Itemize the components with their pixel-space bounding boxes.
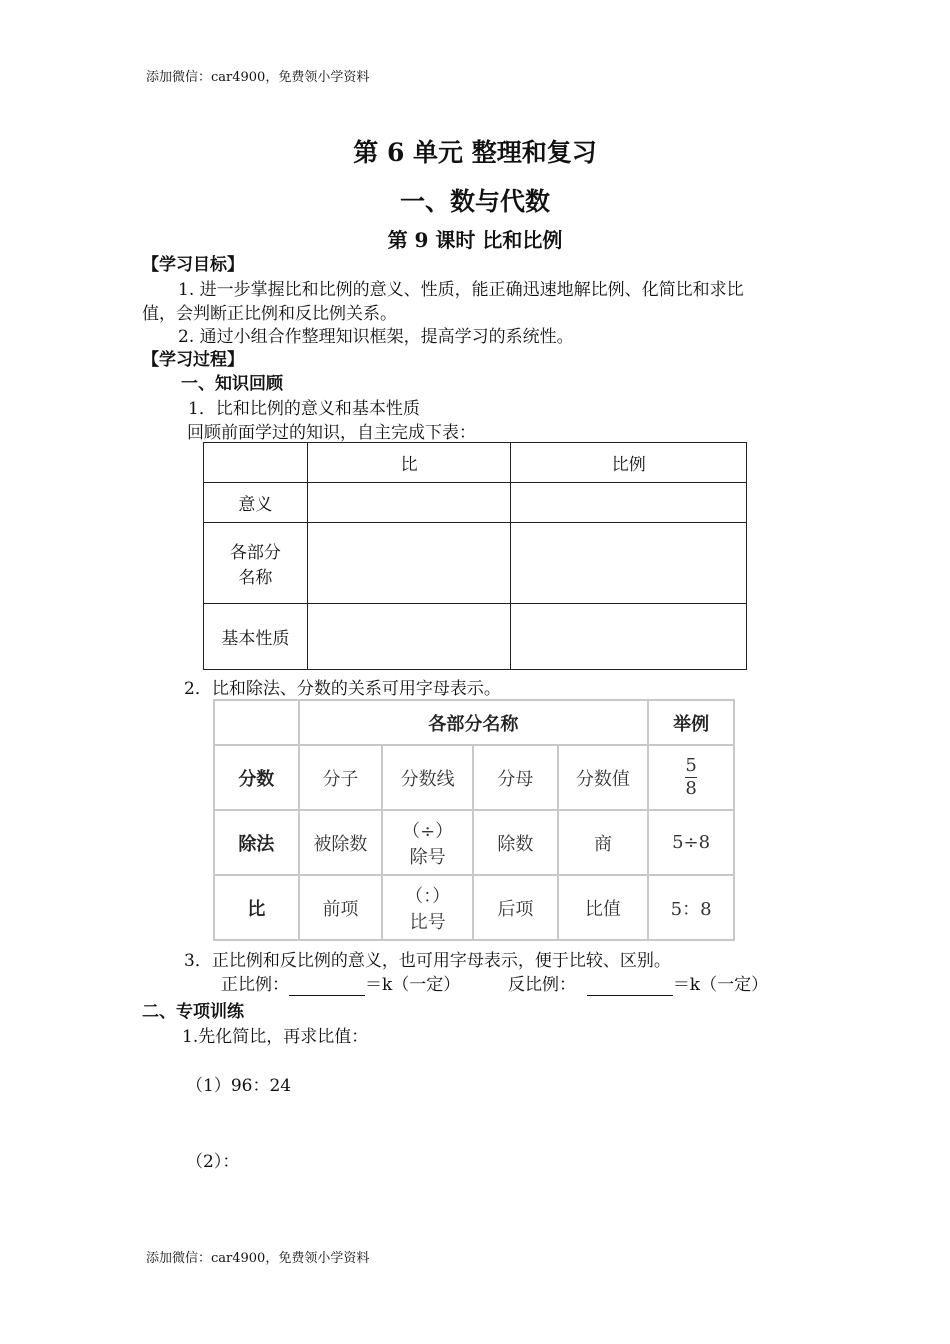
training-item-2: （2）：	[186, 1152, 240, 1172]
ratio-division-fraction-table	[213, 699, 735, 941]
table1-row-property: 基本性质	[204, 604, 308, 670]
table2-division-sign-name: 除号	[409, 846, 446, 868]
table1-cell-parts-proportion[interactable]	[511, 523, 747, 604]
direct-proportion-line	[221, 970, 460, 996]
table1-cell-parts-ratio[interactable]	[307, 523, 511, 604]
table2-divisor: 除数	[473, 810, 558, 875]
table2-fraction-line: 分数线	[382, 745, 473, 810]
table2-ratio-sign-name: 比号	[409, 911, 446, 933]
table2-ratio-value: 比值	[558, 875, 649, 940]
question-1: 1．比和比例的意义和基本性质	[188, 399, 420, 419]
fraction-five-eighths	[685, 756, 696, 799]
table2-fraction-example	[648, 745, 734, 810]
table2-division-sign	[382, 810, 473, 875]
table2-row-ratio-label: 比	[214, 875, 299, 940]
goals-heading: 【学习目标】	[142, 255, 244, 275]
review-heading: 一、知识回顾	[181, 374, 283, 394]
training-question-1: 1.先化简比，再求比值：	[182, 1027, 369, 1047]
training-item-1: （1）96：24	[186, 1076, 292, 1096]
question-2: 2．比和除法、分数的关系可用字母表示。	[184, 679, 501, 699]
table2-row-division-label: 除法	[214, 810, 299, 875]
table2-ratio-sign	[382, 875, 473, 940]
lesson-title: 第 9 课时 比和比例	[387, 228, 563, 252]
table2-row-fraction-label: 分数	[214, 745, 299, 810]
table1-header-proportion: 比例	[511, 443, 747, 483]
table2-fraction-denominator: 分母	[473, 745, 558, 810]
training-heading: 二、专项训练	[142, 1002, 244, 1022]
table2-header-parts: 各部分名称	[299, 700, 649, 745]
direct-proportion-blank[interactable]	[289, 975, 365, 996]
table2-ratio-example: 5：8	[648, 875, 734, 940]
table2-ratio-sign-symbol: （：）	[405, 885, 451, 907]
table2-quotient: 商	[558, 810, 649, 875]
ratio-proportion-table	[203, 442, 747, 670]
table1-header-ratio: 比	[307, 443, 511, 483]
table2-corner-cell	[214, 700, 299, 745]
inverse-proportion-line	[508, 970, 768, 996]
table1-corner-cell	[204, 443, 308, 483]
table2-division-example: 5÷8	[648, 810, 734, 875]
fraction-denominator: 8	[685, 777, 697, 799]
table1-cell-meaning-proportion[interactable]	[511, 483, 747, 523]
table2-division-sign-symbol: （÷）	[402, 820, 454, 842]
table1-cell-meaning-ratio[interactable]	[307, 483, 511, 523]
table2-header-example: 举例	[648, 700, 734, 745]
table2-fraction-value: 分数值	[558, 745, 649, 810]
question-1-instruction: 回顾前面学过的知识，自主完成下表：	[187, 423, 476, 443]
table1-row-parts-line-2: 名称	[238, 568, 273, 588]
footer-note: 添加微信：car4900，免费领小学资料	[146, 1251, 370, 1266]
question-3: 3．正比例和反比例的意义，也可用字母表示，便于比较、区别。	[184, 951, 671, 971]
inverse-proportion-suffix: ＝k（一定）	[672, 975, 769, 995]
goal-1-line-2: 值，会判断正比例和反比例关系。	[142, 304, 397, 324]
table2-fraction-numerator: 分子	[299, 745, 383, 810]
table1-row-meaning: 意义	[204, 483, 308, 523]
process-heading: 【学习过程】	[142, 350, 244, 370]
table2-consequent: 后项	[473, 875, 558, 940]
header-note: 添加微信：car4900，免费领小学资料	[146, 70, 370, 85]
inverse-proportion-label: 反比例：	[508, 975, 576, 995]
direct-proportion-suffix: ＝k（一定）	[365, 975, 461, 995]
table1-cell-property-ratio[interactable]	[307, 604, 511, 670]
table1-row-parts	[204, 523, 308, 604]
goal-1-line-1: 1. 进一步掌握比和比例的意义、性质，能正确迅速地解比例、化简比和求比	[178, 280, 744, 300]
direct-proportion-label: 正比例：	[221, 975, 289, 995]
table1-row-parts-line-1: 各部分	[229, 543, 281, 563]
table2-dividend: 被除数	[299, 810, 383, 875]
unit-title: 第 6 单元 整理和复习	[353, 138, 597, 167]
goal-2: 2. 通过小组合作整理知识框架，提高学习的系统性。	[178, 327, 574, 347]
inverse-proportion-blank[interactable]	[587, 975, 673, 996]
fraction-numerator: 5	[685, 755, 697, 777]
part-title: 一、数与代数	[399, 187, 550, 216]
table2-antecedent: 前项	[299, 875, 383, 940]
table1-cell-property-proportion[interactable]	[511, 604, 747, 670]
